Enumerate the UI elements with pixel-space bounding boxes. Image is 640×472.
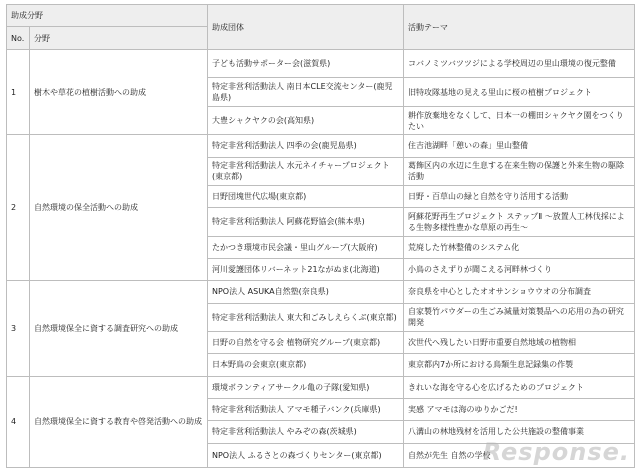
organization-cell: 日野団塊世代広場(東京都) — [208, 185, 404, 207]
organization-cell: 特定非営利活動法人 やみぞの森(茨城県) — [208, 421, 404, 443]
organization-cell: 特定非営利活動法人 南日本CLE交流センター(鹿児島県) — [208, 78, 404, 106]
group-field: 自然環境の保全活動への助成 — [30, 135, 208, 281]
organization-cell: 特定非営利活動法人 阿蘇花野協会(熊本県) — [208, 208, 404, 236]
theme-cell: 奈良県を中心としたオオサンショウウオの分布調査 — [404, 281, 635, 303]
theme-cell: 小鳥のさえずりが聞こえる河畔林づくり — [404, 258, 635, 280]
header-field: 分野 — [30, 27, 208, 50]
organization-cell: 特定非営利活動法人 東大和ごみしえらくぶ(東京都) — [208, 303, 404, 331]
table-row — [7, 50, 635, 78]
response-watermark: Response. — [482, 438, 630, 466]
theme-cell: 次世代へ残したい日野市重要自然地域の植物相 — [404, 332, 635, 354]
theme-cell: 荒廃した竹林整備のシステム化 — [404, 236, 635, 258]
theme-cell: 自家製竹パウダーの生ごみ減量対策製品への応用の為の研究開発 — [404, 303, 635, 331]
theme-cell: 日野・百草山の緑と自然を守り活用する活動 — [404, 185, 635, 207]
table-row — [7, 376, 635, 398]
organization-cell: たかつき環境市民会議・里山グループ(大阪府) — [208, 236, 404, 258]
table-body — [7, 50, 635, 468]
organization-cell: NPO法人 ふるさとの森づくりセンター(東京都) — [208, 443, 404, 467]
organization-cell: 日本野鳥の会東京(東京都) — [208, 354, 404, 376]
header-organization: 助成団体 — [208, 5, 404, 50]
theme-cell: 自然が先生 自然の学校 — [404, 443, 635, 467]
table-row — [7, 281, 635, 303]
header-category-group: 助成分野 — [7, 5, 208, 27]
theme-cell: 八溝山の林地残材を活用した公共施設の整備事業 — [404, 421, 635, 443]
group-field: 樹木や草花の植樹活動への助成 — [30, 50, 208, 135]
group-number: 2 — [7, 135, 30, 281]
group-field: 自然環境保全に資する調査研究への助成 — [30, 281, 208, 376]
theme-cell: 住吉池湖畔「憩いの森」里山整備 — [404, 135, 635, 157]
theme-cell: 耕作放棄地をなくして、日本一の棚田シャクヤク園をつくりたい — [404, 106, 635, 134]
organization-cell: 日野の自然を守る会 植物研究グループ(東京都) — [208, 332, 404, 354]
table-row — [7, 135, 635, 157]
theme-cell: 実感 アマモは海のゆりかごだ! — [404, 398, 635, 420]
organization-cell: NPO法人 ASUKA自然塾(奈良県) — [208, 281, 404, 303]
theme-cell: コバノミツバツツジによる学校周辺の里山環境の復元整備 — [404, 50, 635, 78]
organization-cell: 特定非営利活動法人 四季の会(鹿児島県) — [208, 135, 404, 157]
organization-cell: 特定非営利活動法人 アマモ種子バンク(兵庫県) — [208, 398, 404, 420]
theme-cell: 東京都内7か所における鳥類生息記録集の作製 — [404, 354, 635, 376]
grant-table — [6, 4, 635, 468]
theme-cell: 旧特攻隊基地の見える里山に桜の植樹プロジェクト — [404, 78, 635, 106]
header-theme: 活動テーマ — [404, 5, 635, 50]
group-number: 1 — [7, 50, 30, 135]
organization-cell: 大豊シャクヤクの会(高知県) — [208, 106, 404, 134]
table-header — [7, 5, 635, 50]
group-number: 4 — [7, 376, 30, 467]
organization-cell: 環境ボランティアサークル亀の子隊(愛知県) — [208, 376, 404, 398]
theme-cell: 阿蘇花野再生プロジェクト ステップⅡ ～放置人工林伐採による生物多様性豊かな草原の再生～ — [404, 208, 635, 236]
organization-cell: 子ども活動サポーター会(滋賀県) — [208, 50, 404, 78]
organization-cell: 特定非営利活動法人 水元ネイチャープロジェクト(東京都) — [208, 157, 404, 185]
header-no: No. — [7, 27, 30, 50]
group-number: 3 — [7, 281, 30, 376]
theme-cell: きれいな海を守る心を広げるためのプロジェクト — [404, 376, 635, 398]
group-field: 自然環境保全に資する教育や啓発活動への助成 — [30, 376, 208, 467]
organization-cell: 河川愛護団体リバーネット21ながぬま(北海道) — [208, 258, 404, 280]
theme-cell: 葛飾区内の水辺に生息する在来生物の保護と外来生物の駆除活動 — [404, 157, 635, 185]
